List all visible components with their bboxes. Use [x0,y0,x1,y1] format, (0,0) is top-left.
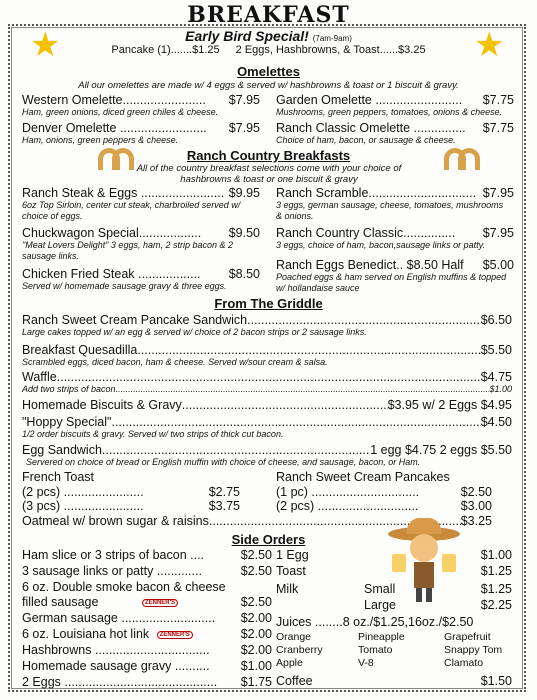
side-item: filled sausage ZENNER'S $2.50 [22,595,272,609]
item-desc: 3 eggs, german sausage, cheese, tomatoes, mushrooms & onions. [276,200,504,221]
side-item: Ham slice or 3 strips of bacon .... $2.50 [22,548,272,562]
side-item: 6 oz. Double smoke bacon & cheese [22,580,226,594]
early-bird-items: Pancake (1).......$1.25 2 Eggs, Hashbrowns, & Toast......$3.25 [111,44,426,56]
menu-item: Ranch Scramble............................... $7.95 [276,186,514,200]
item-desc: Mushrooms, green peppers, tomatoes, onions & cheese. [276,107,503,117]
menu-item: Denver Omelette ......................... $7.95 [22,121,260,135]
menu-item: Garden Omelette ......................... $7.75 [276,93,514,107]
menu-item: Homemade Biscuits & Gravy ..... $3.95 w/ 2 Eggs $4.95 [22,398,512,412]
zenners-badge: ZENNER'S [142,599,178,607]
zenners-badge: ZENNER'S [157,631,193,639]
star-icon: ★ [474,26,505,64]
side-item: Homemade sausage gravy .......... $1.00 [22,659,272,673]
menu-item: (2 pcs) ............................. $3.00 [276,499,492,513]
juice-flavor: Clamato [444,657,484,669]
item-desc: 3 eggs, choice of ham, bacon,sausage links or patty. [276,240,485,250]
star-icon: ★ [30,26,61,64]
item-desc: 1/2 order biscuits & gravy. Served w/ two strips of thick cut bacon. [22,429,284,439]
omelettes-note: All our omelettes are made w/ 4 eggs & served w/ hashbrowns & toast or 1 biscuit & gravy. [78,80,459,91]
menu-item: (3 pcs) ....................... $3.75 [22,499,240,513]
item-desc: Poached eggs & ham served on English muffins & topped w/ hollandaise sauce [276,272,507,293]
juice-flavor: Apple [276,657,303,669]
side-item: Large $2.25 [364,598,512,612]
item-desc: 6oz Top Sirloin, center cut steak, charbroiled served w/ choice of eggs. [22,200,241,221]
side-item: 1 Egg $1.00 [276,548,512,562]
item-addon: Add two strips of bacon ..... $1.00 [22,384,512,394]
menu-item: Western Omelette........................ $7.95 [22,93,260,107]
ranch-note: All of the country breakfast selections come with your choice of hashbrowns & toast or one biscuit & gravy [136,163,402,185]
menu-item: Ranch Sweet Cream Pancakes [276,470,450,484]
juice-flavor: Tomato [358,644,393,656]
menu-item: Ranch Country Classic............... $7.95 [276,226,514,240]
menu-item: (1 pc) ............................... $2.50 [276,485,492,499]
item-desc: Served w/ homemade sausage gravy & three eggs. [22,281,227,291]
side-item: Hashbrowns ................................. $2.00 [22,643,272,657]
menu-item: Chicken Fried Steak .................. $8.50 [22,267,260,281]
sides-heading: Side Orders [231,532,306,547]
menu-item: Ranch Steak & Eggs ........................ $9.95 [22,186,260,200]
side-item: 6 oz. Louisiana hot link ZENNER'S $2.00 [22,627,272,641]
side-item: 3 sausage links or patty ............. $2.50 [22,564,272,578]
item-desc: Servered on choice of bread or English muffin with choice of cheese, and sausage, bacon, or Ham. [26,457,421,467]
item-desc: Choice of ham, bacon, or sausage & cheese. [276,135,456,145]
milk-label: Milk [276,582,299,596]
side-item: Juices ........8 oz./$1.25,16oz./$2.50 [276,615,474,629]
menu-item: (2 pcs) ....................... $2.75 [22,485,240,499]
item-desc: Scrambled eggs, diced bacon, ham & cheese. Served w/sour cream & salsa. [22,357,328,367]
menu-item: Egg Sandwich ..... 1 egg $4.75 2 eggs $5.50 [22,443,512,457]
menu-item: Oatmeal w/ brown sugar & raisins ..... $3.25 [22,514,492,528]
juice-flavor: Snappy Tom [444,644,503,656]
ranch-heading: Ranch Country Breakfasts [186,148,351,163]
side-item: 2 Eggs ............................................ $1.75 [22,675,272,689]
menu-item: Breakfast Quesadilla ..... $5.50 [22,343,512,357]
menu-item: Ranch Sweet Cream Pancake Sandwich ..... $6.50 [22,313,512,327]
griddle-heading: From The Griddle [214,296,323,311]
item-desc: Large cakes topped w/ an egg & served w/ choice of 2 bacon strips or 2 sausage links. [22,327,367,337]
menu-item: Ranch Classic Omelette ............... $7.75 [276,121,514,135]
side-item: Coffee $1.50 [276,674,512,688]
juice-flavor: Orange [276,631,312,643]
juice-flavor: Pineapple [358,631,405,643]
side-item: German sausage ........................... $2.00 [22,611,272,625]
early-bird-heading: Early Bird Special! (7am-9am) [185,28,352,44]
juice-flavor: Grapefruit [444,631,491,643]
side-item: Small $1.25 [364,582,512,596]
menu-item: "Hoppy Special" ..... $4.50 [22,415,512,429]
juice-flavor: V-8 [358,657,374,669]
juice-flavor: Cranberry [276,644,323,656]
omelettes-heading: Omelettes [237,64,300,79]
menu-item: Ranch Eggs Benedict.. $8.50 Half $5.00 [276,258,514,272]
menu-item: French Toast [22,470,95,484]
item-desc: "Meat Lovers Delight" 3 eggs, ham, 2 strip bacon & 2 sausage links. [22,240,233,261]
page-title: BREAKFAST [187,2,350,28]
menu-item: Chuckwagon Special.................. $9.50 [22,226,260,240]
menu-item: Waffle ..... $4.75 [22,370,512,384]
side-item: Toast $1.25 [276,564,512,578]
item-desc: Ham, green onions, diced green chiles & cheese. [22,107,219,117]
item-desc: Ham, onions, green peppers & cheese. [22,135,179,145]
